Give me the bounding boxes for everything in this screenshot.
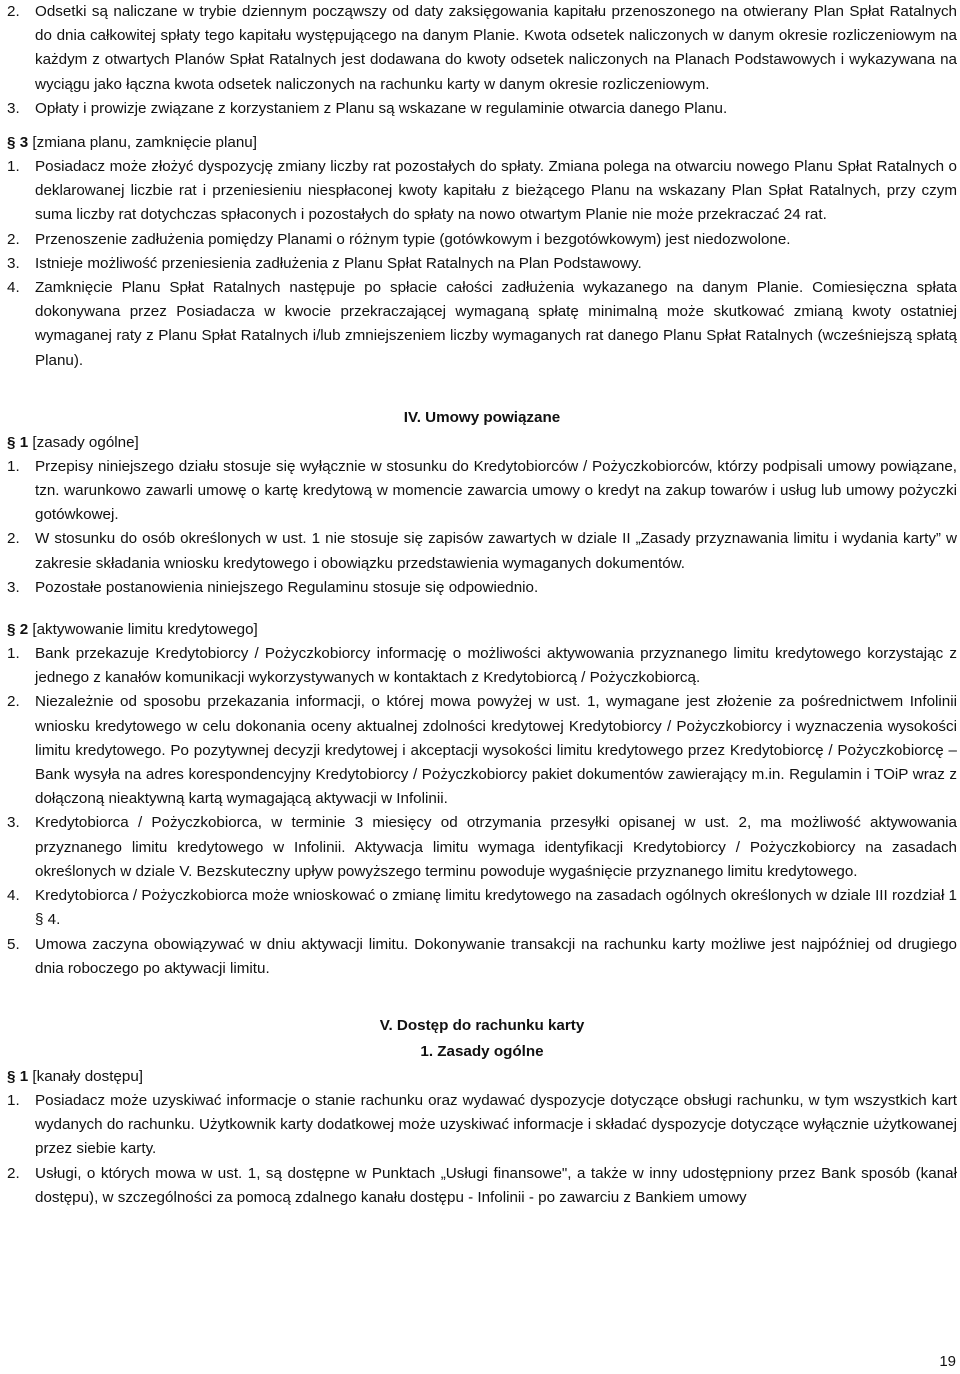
page-number: 19: [939, 1353, 956, 1370]
chapter-title: IV. Umowy powiązane: [403, 408, 561, 426]
list-item: 3. Opłaty i prowizje związane z korzystaniem z Planu są wskazane w regulaminie otwarcia danego Planu.: [7, 99, 728, 117]
section-header: § 2 [aktywowanie limitu kredytowego]: [7, 621, 258, 639]
list-item: 2. Usługi, o których mowa w ust. 1, są dostępne w Punktach „Usługi finansowe", a także w inny udostępniony przez Bank sposób (kanał dostępu), w szczególności za pomocą zdalnego kanału dostępu - Infolinii - po zawarciu z Bankiem umowy: [7, 1164, 957, 1206]
list-item: 2. W stosunku do osób określonych w ust. 1 nie stosuje się zapisów zawartych w dziale II „Zasady przyznawania limitu i wydania karty” w zakresie składania wniosku kredytowego i obowiązku przedstawienia wymaganych dokumentów.: [7, 530, 957, 572]
list-item: 1. Przepisy niniejszego działu stosuje się wyłącznie w stosunku do Kredytobiorców / Pożyczkobiorców, którzy podpisali umowy powiązane, tzn. warunkowo zawarli umowę o kartę kredytową w momencie zawarcia umowy o kredyt na zakup towarów i usług lub umowy pożyczki gotówkowej.: [7, 457, 957, 524]
chapter-title: V. Dostęp do rachunku karty: [379, 1016, 585, 1034]
list-item: 1. Posiadacz może złożyć dyspozycję zmiany liczby rat pozostałych do spłaty. Zmiana polega na otwarciu nowego Planu Spłat Ratalnych o deklarowanej liczbie rat i przeniesieniu niespłaconej kwoty kapitału z bieżącego Planu na wskazany Plan Spłat Ratalnych, przy czym suma liczby rat dotychczas spłaconych i pozostałych do spłaty na nowo otwartym Planie nie może przekraczać 24 rat.: [7, 158, 957, 224]
list-item: 3. Pozostałe postanowienia niniejszego Regulaminu stosuje się odpowiednio.: [7, 578, 539, 596]
list-item: 2. Niezależnie od sposobu przekazania informacji, o której mowa powyżej w ust. 1, wymagane jest złożenie za pośrednictwem Infolinii wniosku kredytowego w celu dokonania oceny aktualnej zdolności kredytowej Kredytobiorcy / Pożyczkobiorcy i wyznaczenia wysokości limitu kredytowego. Po pozytywnej decyzji kredytowej i akceptacji wysokości limitu kredytowego przez Kredytobiorcę / Pożyczkobiorcę – Bank wysyła na adres korespondencyjny Kredytobiorcy / Pożyczkobiorcy pakiet dokumentów zawierający m.in. Regulamin i TOiP wraz z dołączoną nieaktywną kartą wymagającą aktywacji w Infolinii.: [7, 693, 957, 808]
list-item: 4. Zamknięcie Planu Spłat Ratalnych następuje po spłacie całości zadłużenia wykazanego na danym Planie. Comiesięczna spłata dokonywana przez Posiadacza w kwocie przekraczającej wymaganą spłatę minimalną może skutkować zmianą kwoty ostatniej wymaganej raty z Planu Spłat Ratalnych i/lub zmniejszeniem liczby wymaganych rat danego Planu Spłat Ratalnych (wcześniejszą spłatą Planu).: [7, 279, 957, 369]
list-item: 2. Odsetki są naliczane w trybie dziennym począwszy od daty zaksięgowania kapitału przenoszonego na otwierany Plan Spłat Ratalnych do dnia całkowitej spłaty tego kapitału występującego na danym Planie. Kwota odsetek naliczonych w danym okresie rozliczeniowym na każdym z otwartych Planów Spłat Ratalnych jest dodawana do kwoty odsetek naliczonych na Planach Podstawowych i wykazywana na wyciągu jako łączna kwota odsetek naliczonych na rachunku karty w danym okresie rozliczeniowym.: [7, 3, 957, 93]
section-header: § 1 [zasady ogólne]: [7, 433, 139, 451]
section-header: § 3 [zmiana planu, zamknięcie planu]: [7, 134, 257, 152]
list-item: 3. Istnieje możliwość przeniesienia zadłużenia z Planu Spłat Ratalnych na Plan Podstawowy.: [7, 254, 642, 272]
section-header: § 1 [kanały dostępu]: [7, 1067, 143, 1085]
list-item: 1. Bank przekazuje Kredytobiorcy / Pożyczkobiorcy informację o możliwości aktywowania przyznanego limitu kredytowego korzystając z jednego z kanałów komunikacji wykorzystywanych w kontaktach z Kredytobiorcą / Pożyczkobiorcą.: [7, 645, 957, 687]
list-item: 1. Posiadacz może uzyskiwać informacje o stanie rachunku oraz wydawać dyspozycje dotyczące obsługi rachunku, w tym wszystkich kart wydanych do rachunku. Użytkownik karty dodatkowej może uzyskiwać informacje i składać dyspozycje dotyczące wyłącznie użytkowanej przez siebie karty.: [7, 1091, 957, 1158]
chapter-subtitle: 1. Zasady ogólne: [420, 1042, 544, 1060]
list-item: 2. Przenoszenie zadłużenia pomiędzy Planami o różnym typie (gotówkowym i bezgotówkowym) jest niedozwolone.: [7, 230, 791, 248]
document-page: [7, 0, 957, 1210]
list-item: 5. Umowa zaczyna obowiązywać w dniu aktywacji limitu. Dokonywanie transakcji na rachunku karty możliwe jest najpóźniej od drugiego dnia roboczego po aktywacji limitu.: [7, 935, 957, 977]
list-item: 4. Kredytobiorca / Pożyczkobiorca może wnioskować o zmianę limitu kredytowego na zasadach ogólnych określonych w dziale III rozdział 1 § 4.: [7, 887, 957, 929]
list-item: 3. Kredytobiorca / Pożyczkobiorca, w terminie 3 miesięcy od otrzymania przesyłki opisanej w ust. 2, ma możliwość aktywowania przyznanego limitu kredytowego w Infolinii. Aktywacja limitu wymaga identyfikacji Kredytobiorcy / Pożyczkobiorcy na zasadach określonych w dziale V. Bezskuteczny upływ powyższego terminu powoduje wygaśnięcie przyznanego limitu kredytowego.: [7, 814, 957, 880]
